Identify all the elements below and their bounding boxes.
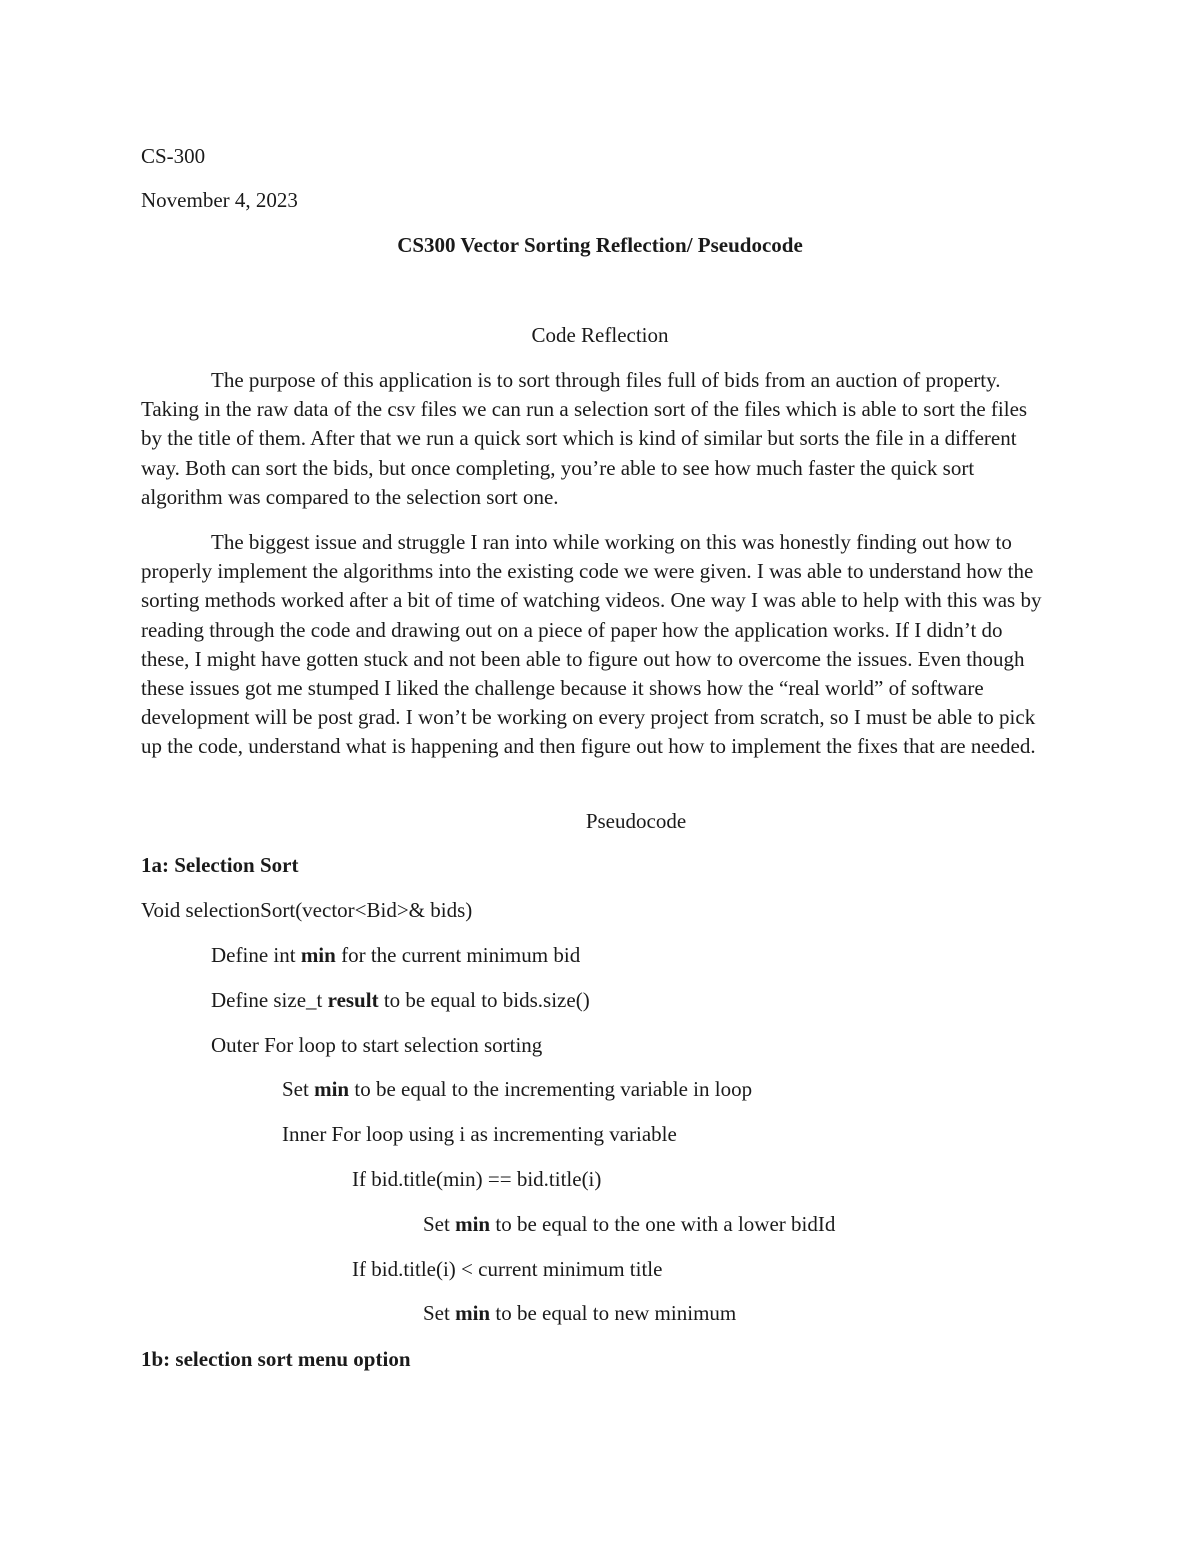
pseudo-line-9 (423, 1299, 736, 1328)
pseudocode-heading: Pseudocode (585, 809, 687, 833)
pseudo-line-4-pre: Set (282, 1077, 315, 1101)
pseudo-line-7 (423, 1210, 835, 1239)
pseudo-line-5: Inner For loop using i as incrementing variable (282, 1122, 677, 1146)
pseudo-line-4-keyword: min (314, 1077, 350, 1101)
pseudo-line-2 (211, 986, 590, 1015)
pseudo-line-1-keyword: min (300, 943, 336, 967)
date-label: November 4, 2023 (141, 188, 298, 212)
section-1b-heading (141, 1345, 411, 1374)
section-1b-text: 1b: selection sort menu option (141, 1347, 411, 1371)
pseudo-line-2-keyword: result (327, 988, 379, 1012)
pseudo-line-1-pre: Define int (211, 943, 301, 967)
pseudo-line-4 (282, 1075, 752, 1104)
pseudo-line-8: If bid.title(i) < current minimum title (352, 1257, 663, 1281)
pseudo-line-2-post: to be equal to bids.size() (378, 988, 590, 1012)
pseudo-line-7-keyword: min (455, 1212, 491, 1236)
pseudo-line-9-pre: Set (423, 1301, 456, 1325)
pseudo-line-4-post: to be equal to the incrementing variable in loop (349, 1077, 753, 1101)
pseudo-line-2-pre: Define size_t (211, 988, 328, 1012)
document-title (0, 231, 1200, 260)
pseudo-line-1-post: for the current minimum bid (335, 943, 581, 967)
course-label: CS-300 (141, 144, 206, 168)
pseudo-line-9-post: to be equal to new minimum (490, 1301, 737, 1325)
pseudo-line-7-pre: Set (423, 1212, 456, 1236)
pseudo-line-7-post: to be equal to the one with a lower bidId (490, 1212, 836, 1236)
pseudo-line-6: If bid.title(min) == bid.title(i) (352, 1167, 602, 1191)
reflection-paragraph-1 (141, 366, 1046, 512)
reflection-paragraph-2-text: The biggest issue and struggle I ran into while working on this was honestly finding out how to properly implement the algorithms into the existing code we were given. I was able to understand how the sorting methods worked after a bit of time of watching videos. One way I was able to help with this was by reading through the code and drawing out on a piece of paper how the application works. If I didn’t do these, I might have gotten stuck and not been able to figure out how to overcome the issues. Even though these issues got me stumped I liked the challenge because it shows how the “real world” of software development will be post grad. I won’t be working on every project from scratch, so I must be able to pick up the code, understand what is happening and then figure out how to implement the fixes that are needed. (141, 530, 1042, 759)
reflection-paragraph-2 (141, 528, 1046, 762)
pseudo-line-3: Outer For loop to start selection sorting (211, 1033, 543, 1057)
pseudo-line-9-keyword: min (455, 1301, 491, 1325)
function-signature: Void selectionSort(vector<Bid>& bids) (141, 898, 473, 922)
pseudo-line-1 (211, 941, 580, 970)
section-1a-text: 1a: Selection Sort (141, 853, 299, 877)
section-1a-heading (141, 851, 298, 880)
code-reflection-heading: Code Reflection (531, 323, 669, 347)
document-title-text: CS300 Vector Sorting Reflection/ Pseudocode (397, 233, 803, 257)
reflection-paragraph-1-text: The purpose of this application is to sort through files full of bids from an auction of property. Taking in the raw data of the csv files we can run a selection sort of the files which is able to sort the files by the title of them. After that we run a quick sort which is kind of similar but sorts the file in a different way. Both can sort the bids, but once completing, you’re able to see how much faster the quick sort algorithm was compared to the selection sort one. (141, 368, 1028, 509)
